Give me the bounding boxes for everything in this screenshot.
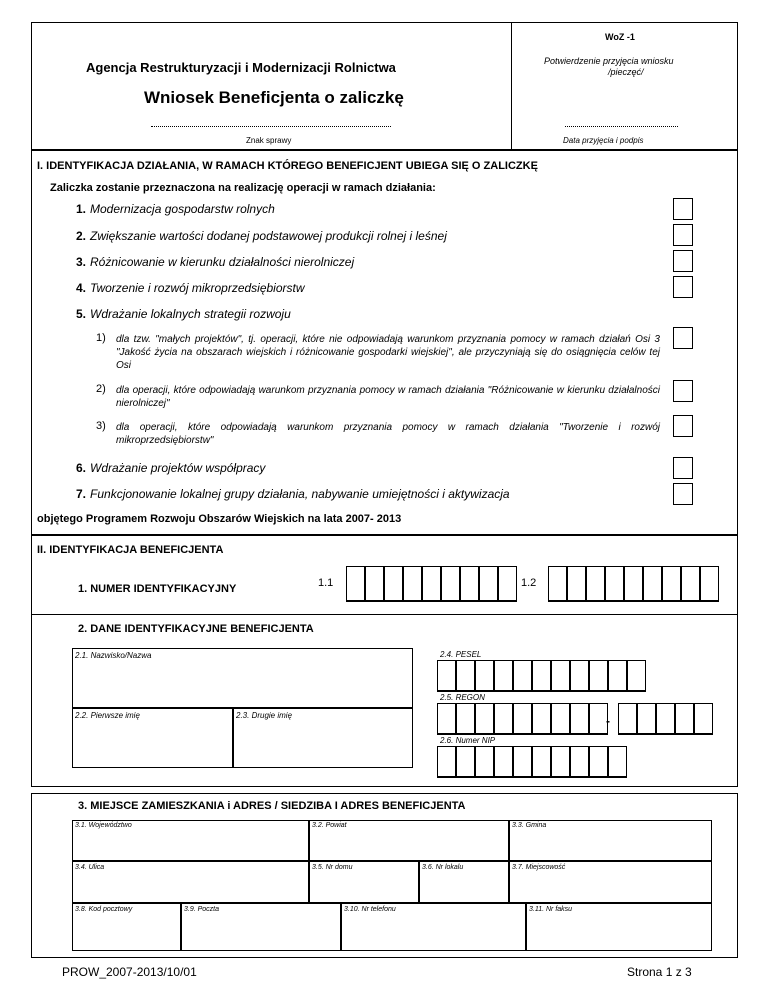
action-text: Funkcjonowanie lokalnej grupy działania, nabywanie umiejętności i aktywizacja (90, 487, 510, 501)
pesel-cells[interactable] (437, 660, 646, 692)
section1-intro: Zaliczka zostanie przeznaczona na realizację operacji w ramach działania: (50, 182, 436, 194)
street-label: 3.4. Ulica (75, 864, 105, 871)
action-text: Wdrażanie projektów współpracy (90, 461, 266, 475)
action-num: 5. (76, 307, 87, 321)
identification-data-title: 2. DANE IDENTYFIKACYJNE BENEFICJENTA (78, 623, 314, 635)
section1-footer: objętego Programem Rozwoju Obszarów Wiejskich na lata 2007- 2013 (37, 513, 402, 525)
subitem-num-2: 2) (96, 383, 106, 395)
action-text: Modernizacja gospodarstw rolnych (90, 202, 275, 216)
section1-title: I. IDENTYFIKACJA DZIAŁANIA, W RAMACH KTÓREGO BENEFICJENT UBIEGA SIĘ O ZALICZKĘ (37, 160, 538, 172)
action-item-7 (76, 487, 510, 501)
checkbox-action-7[interactable] (673, 483, 693, 505)
second-name-label: 2.3. Drugie imię (236, 711, 293, 720)
nip-label: 2.6. Numer NIP (440, 736, 496, 745)
name-field-label: 2.1. Nazwisko/Nazwa (75, 651, 152, 660)
action-num: 1. (76, 202, 87, 216)
id-part2-cells[interactable] (548, 566, 719, 602)
action-text: Różnicowanie w kierunku działalności nierolniczej (90, 255, 355, 269)
pesel-label: 2.4. PESEL (440, 650, 482, 659)
apartment-number-label: 3.6. Nr lokalu (422, 864, 464, 871)
first-name-label: 2.2. Pierwsze imię (75, 711, 140, 720)
nip-cells[interactable] (437, 746, 627, 778)
regon-label: 2.5. REGON (440, 693, 485, 702)
action-num: 6. (76, 461, 87, 475)
regon-cells-ext[interactable] (618, 703, 713, 735)
date-signature-line[interactable] (565, 126, 678, 127)
street-field[interactable] (72, 861, 309, 903)
footer-code: PROW_2007-2013/10/01 (62, 965, 197, 979)
subitem-text-1: dla tzw. "małych projektów", tj. operacji, które nie odpowiadają warunkom przyznania pomocy w ramach działań Osi 3 "Jakość życia na obszarach wiejskich i różnicowanie gospodarki wiejskiej", ale przyczyniają się do osiągnięcia celów tej Osi (116, 334, 660, 371)
voivodeship-label: 3.1. Województwo (75, 822, 132, 829)
confirm-text-1: Potwierdzenie przyjęcia wniosku (544, 56, 674, 66)
section2-title: II. IDENTYFIKACJA BENEFICJENTA (37, 544, 224, 556)
action-item-4 (76, 281, 305, 295)
action-num: 3. (76, 255, 87, 269)
header-divider (511, 22, 512, 150)
checkbox-action-4[interactable] (673, 276, 693, 298)
post-office-label: 3.9. Poczta (184, 906, 220, 913)
phone-label: 3.10. Nr telefonu (344, 906, 396, 913)
regon-dash: - (606, 714, 610, 728)
action-num: 2. (76, 229, 87, 243)
action-num: 7. (76, 487, 87, 501)
id-part1-label: 1.1 (318, 577, 334, 589)
checkbox-action-2[interactable] (673, 224, 693, 246)
action-item-5 (76, 307, 291, 321)
house-number-label: 3.5. Nr domu (312, 864, 353, 871)
action-text: Zwiększanie wartości dodanej podstawowej produkcji rolnej i leśnej (90, 229, 447, 243)
date-signature-label: Data przyjęcia i podpis (563, 136, 644, 145)
case-number-line[interactable] (151, 126, 391, 127)
subitem-num-1: 1) (96, 332, 106, 344)
checkbox-action-3[interactable] (673, 250, 693, 272)
city-label: 3.7. Miejscowość (512, 864, 566, 871)
form-title: Wniosek Beneficjenta o zaliczkę (144, 88, 404, 107)
case-number-label: Znak sprawy (246, 136, 292, 145)
subitem-num-3: 3) (96, 420, 106, 432)
action-item-2 (76, 229, 447, 243)
postal-code-label: 3.8. Kod pocztowy (75, 906, 133, 913)
checkbox-subitem-2[interactable] (673, 380, 693, 402)
action-item-6 (76, 461, 265, 475)
action-num: 4. (76, 281, 87, 295)
section2-subdivider (31, 614, 738, 615)
subitem-text-3: dla operacji, które odpowiadają warunkom przyznania pomocy w ramach działania "Tworzenie i rozwój mikroprzedsiębiorstw" (116, 422, 660, 446)
agency-name: Agencja Restrukturyzacji i Modernizacji Rolnictwa (86, 60, 396, 75)
action-item-3 (76, 255, 354, 269)
checkbox-subitem-3[interactable] (673, 415, 693, 437)
section3-title: 3. MIEJSCE ZAMIESZKANIA i ADRES / SIEDZIBA I ADRES BENEFICJENTA (78, 800, 466, 812)
county-label: 3.2. Powiat (312, 822, 347, 829)
fax-label: 3.11. Nr faksu (529, 906, 573, 913)
checkbox-action-6[interactable] (673, 457, 693, 479)
regon-cells-main[interactable] (437, 703, 608, 735)
checkbox-action-1[interactable] (673, 198, 693, 220)
id-number-label: 1. NUMER IDENTYFIKACYJNY (78, 583, 237, 595)
action-text: Tworzenie i rozwój mikroprzedsiębiorstw (90, 281, 305, 295)
action-text: Wdrażanie lokalnych strategii rozwoju (90, 307, 291, 321)
commune-label: 3.3. Gmina (512, 822, 547, 829)
form-code: WoZ -1 (605, 32, 635, 42)
footer-page: Strona 1 z 3 (627, 965, 692, 979)
id-part1-cells[interactable] (346, 566, 517, 602)
subitem-text-2: dla operacji, które odpowiadają warunkom przyznania pomocy w ramach działania "Różnicowanie w kierunku działalności nierolniczej" (116, 385, 660, 409)
action-item-1 (76, 202, 275, 216)
checkbox-subitem-1[interactable] (673, 327, 693, 349)
id-part2-label: 1.2 (521, 577, 537, 589)
confirm-text-2: /pieczęć/ (608, 67, 644, 77)
